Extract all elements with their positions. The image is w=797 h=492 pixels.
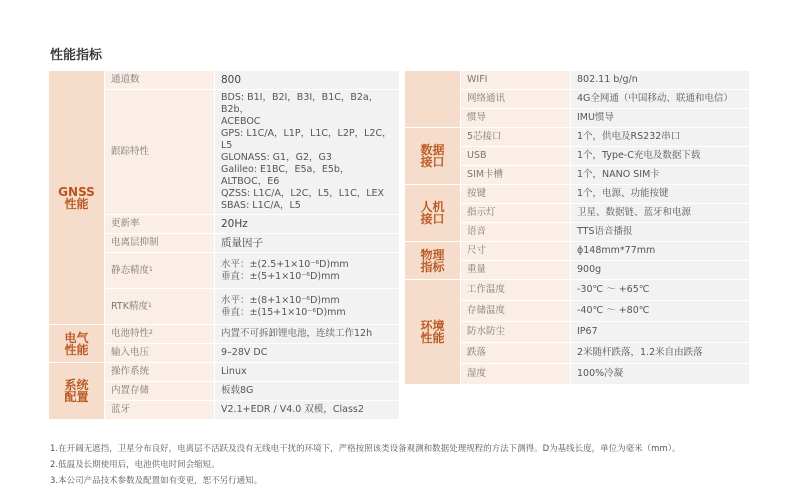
spec-label: 网络通讯 (461, 90, 571, 109)
tracking-line: ACEBOC (221, 116, 261, 127)
table-row (49, 325, 400, 344)
category-gnss: GNSS 性能 (49, 71, 105, 325)
spec-value: 4G全网通（中国移动、联通和电信） (571, 90, 750, 109)
spec-value: 水平：±(2.5+1×10⁻⁶D)mm 垂直：±(5+1×10⁻⁶D)mm (215, 253, 400, 289)
spec-value: TTS语音播报 (571, 223, 750, 242)
spec-value: IMU惯导 (571, 109, 750, 128)
footnote: 3.本公司产品技术参数及配置如有变更，恕不另行通知。 (50, 476, 263, 486)
table-row (405, 71, 750, 90)
spec-value: 20Hz (215, 215, 400, 234)
page-title: 性能指标 (50, 48, 103, 63)
spec-value: -30℃ ～ +65℃ (571, 280, 750, 301)
spec-label: 静态精度$^1$ (105, 253, 215, 289)
spec-label: 更新率 (105, 215, 215, 234)
spec-value: 900g (571, 261, 750, 280)
tracking-line: GPS: L1C/A，L1P，L1C，L2P，L2C，L5 (221, 128, 392, 151)
category-electrical: 电气 性能 (49, 325, 105, 363)
table-row (49, 71, 400, 90)
spec-value: 水平：±(8+1×10⁻⁶D)mm 垂直：±(15+1×10⁻⁶D)mm (215, 289, 400, 325)
spec-label: 防水防尘 (461, 322, 571, 343)
spec-label: 内置存储 (105, 382, 215, 401)
spec-value: -40℃ ～ +80℃ (571, 301, 750, 322)
tracking-line: GLONASS: G1，G2，G3 (221, 152, 332, 163)
spec-label: 语音 (461, 223, 571, 242)
spec-label: 电池特性$^2$ (105, 325, 215, 344)
footnote: 2.低温及长期使用后，电池供电时间会缩短。 (50, 460, 220, 470)
category-environment: 环境 性能 (405, 280, 461, 385)
spec-label: 尺寸 (461, 242, 571, 261)
category-physical: 物理 指标 (405, 242, 461, 280)
tracking-line: QZSS: L1C/A，L2C，L5，L1C，LEX (221, 188, 385, 199)
spec-value: 1个，Type-C充电及数据下载 (571, 147, 750, 166)
tracking-line: Galileo: E1BC，E5a，E5b，ALTBOC，E6 (221, 164, 350, 187)
spec-label: 惯导 (461, 109, 571, 128)
table-row (405, 128, 750, 147)
spec-value: V2.1+EDR / V4.0 双模，Class2 (215, 401, 400, 420)
spec-label: RTK精度$^1$ (105, 289, 215, 325)
footnotes (50, 441, 680, 489)
spec-value: 2米随杆跌落，1.2米自由跌落 (571, 343, 750, 364)
spec-table-right (404, 70, 750, 385)
spec-value: ϕ148mm*77mm (571, 242, 750, 261)
spec-table-left (48, 70, 400, 420)
spec-value: 800 (215, 71, 400, 90)
tracking-line: SBAS: L1C/A，L5 (221, 200, 301, 211)
spec-label: 电离层抑制 (105, 234, 215, 253)
spec-value: IP67 (571, 322, 750, 343)
spec-label: 存储温度 (461, 301, 571, 322)
spec-label: 蓝牙 (105, 401, 215, 420)
spec-label: USB (461, 147, 571, 166)
spec-label: 工作温度 (461, 280, 571, 301)
spec-value-tracking (215, 90, 400, 215)
spec-value: 质量因子 (215, 234, 400, 253)
spec-value: 1个，供电及RS232串口 (571, 128, 750, 147)
spec-label: 湿度 (461, 364, 571, 385)
table-row (49, 363, 400, 382)
spec-value: 内置不可拆卸锂电池，连续工作12h (215, 325, 400, 344)
spec-label: 通道数 (105, 71, 215, 90)
spec-value: 1个，NANO SIM卡 (571, 166, 750, 185)
spec-value: 9–28V DC (215, 344, 400, 363)
spec-value: 板载8G (215, 382, 400, 401)
category-system: 系统 配置 (49, 363, 105, 420)
spec-label: WIFI (461, 71, 571, 90)
spec-label: 输入电压 (105, 344, 215, 363)
spec-label: 重量 (461, 261, 571, 280)
spec-label: 5芯接口 (461, 128, 571, 147)
spec-label: 操作系统 (105, 363, 215, 382)
spec-value: 100%冷凝 (571, 364, 750, 385)
category-data-port: 数据 接口 (405, 128, 461, 185)
spec-label: 跟踪特性 (105, 90, 215, 215)
spec-value: 802.11 b/g/n (571, 71, 750, 90)
spec-value: Linux (215, 363, 400, 382)
spec-label: 按键 (461, 185, 571, 204)
spec-label: 跌落 (461, 343, 571, 364)
spec-value: 卫星、数据链、蓝牙和电源 (571, 204, 750, 223)
spec-label: 指示灯 (461, 204, 571, 223)
tracking-line: BDS: B1I，B2I，B3I，B1C，B2a，B2b， (221, 92, 379, 115)
table-row (405, 280, 750, 301)
table-row (405, 242, 750, 261)
spec-label: SIM卡槽 (461, 166, 571, 185)
table-row (405, 185, 750, 204)
spec-value: 1个，电源、功能按键 (571, 185, 750, 204)
category-hmi: 人机 接口 (405, 185, 461, 242)
category-communication (405, 71, 461, 128)
footnote: 1.在开阔无遮挡，卫星分布良好，电离层不活跃及没有无线电干扰的环境下，严格按照该类设备观测和数据处理规程的方法下测得。D为基线长度，单位为毫米（mm）。 (50, 444, 681, 454)
